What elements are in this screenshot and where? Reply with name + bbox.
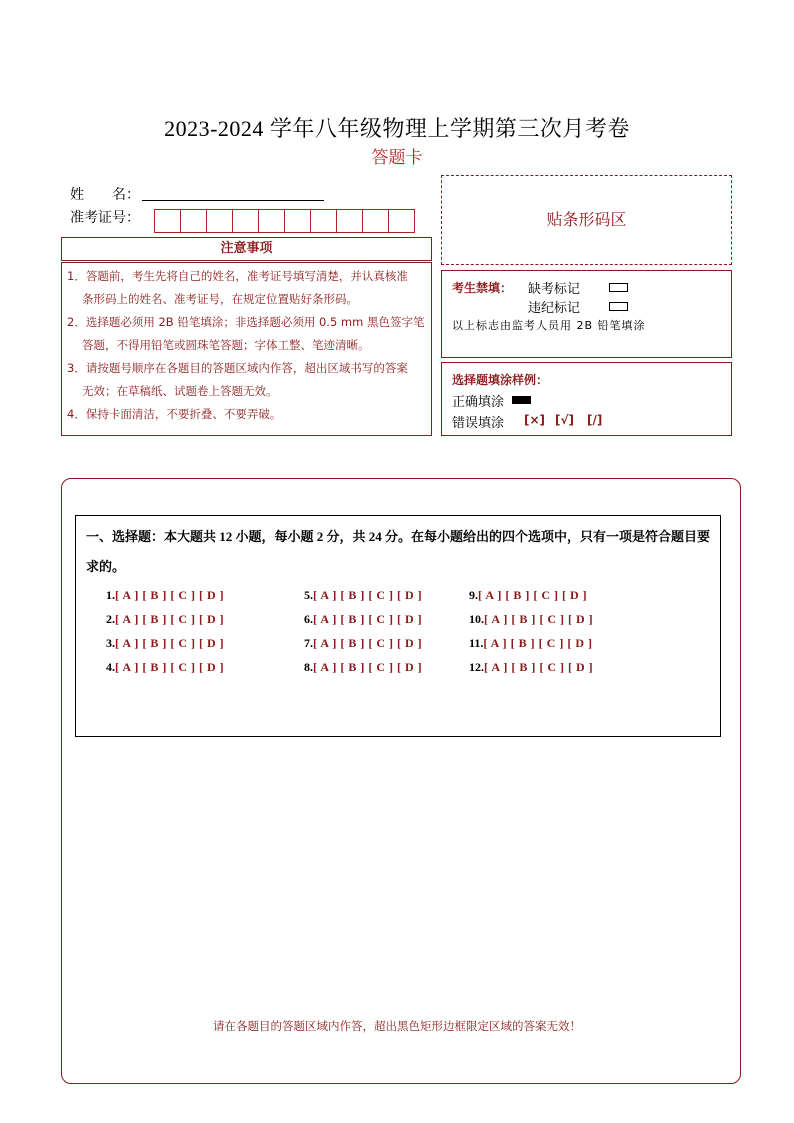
question-number: 6. xyxy=(304,612,313,626)
question-number: 9. xyxy=(469,588,478,602)
notice-item: 无效；在草稿纸、试题卷上答题无效。 xyxy=(82,384,278,398)
id-digit-box[interactable] xyxy=(388,209,415,233)
forbidden-label: 考生禁填： xyxy=(452,281,513,295)
wrong-mark-slash: [/] xyxy=(587,413,603,427)
id-digit-box[interactable] xyxy=(336,209,363,233)
wrong-mark-cross: [×] xyxy=(524,413,546,427)
multiple-choice-section xyxy=(75,515,721,737)
correct-fill-mark xyxy=(512,396,531,404)
id-digit-box[interactable] xyxy=(258,209,285,233)
question-3[interactable] xyxy=(106,636,224,651)
wrong-fill-label: 错误填涂 xyxy=(452,416,505,431)
fill-sample-label: 选择题填涂样例： xyxy=(452,373,549,387)
id-digit-box[interactable] xyxy=(154,209,181,233)
question-5[interactable] xyxy=(304,588,422,603)
question-number: 4. xyxy=(106,660,115,674)
question-1[interactable] xyxy=(106,588,224,603)
answer-options[interactable]: [ A ] [ B ] [ C ] [ D ] xyxy=(313,612,423,626)
notice-box xyxy=(61,262,432,436)
fill-sample-box xyxy=(441,362,732,436)
answer-options[interactable]: [ A ] [ B ] [ C ] [ D ] xyxy=(313,636,423,650)
question-4[interactable] xyxy=(106,660,224,675)
footer-note: 请在各题目的答题区域内作答，超出黑色矩形边框限定区域的答案无效！ xyxy=(213,1019,581,1033)
page-title: 2023-2024 学年八年级物理上学期第三次月考卷 xyxy=(164,116,630,141)
question-number: 1. xyxy=(106,588,115,602)
question-10[interactable] xyxy=(469,612,593,627)
answer-options[interactable]: [ A ] [ B ] [ C ] [ D ] xyxy=(313,588,423,602)
question-number: 10. xyxy=(469,612,484,626)
question-number: 2. xyxy=(106,612,115,626)
exam-id-boxes[interactable] xyxy=(155,209,415,233)
notice-heading: 注意事项 xyxy=(61,237,432,261)
answer-options[interactable]: [ A ] [ B ] [ C ] [ D ] xyxy=(483,636,593,650)
question-number: 3. xyxy=(106,636,115,650)
answer-options[interactable]: [ A ] [ B ] [ C ] [ D ] xyxy=(484,660,594,674)
question-2[interactable] xyxy=(106,612,224,627)
answer-options[interactable]: [ A ] [ B ] [ C ] [ D ] xyxy=(484,612,594,626)
violation-mark-box[interactable] xyxy=(609,302,628,311)
absent-mark-box[interactable] xyxy=(609,283,628,292)
question-number: 12. xyxy=(469,660,484,674)
id-digit-box[interactable] xyxy=(362,209,389,233)
question-number: 7. xyxy=(304,636,313,650)
name-field[interactable] xyxy=(142,200,324,201)
notice-item: 答题，不得用铅笔或圆珠笔答题；字体工整、笔迹清晰。 xyxy=(82,338,370,352)
question-11[interactable] xyxy=(469,636,593,651)
correct-fill-label: 正确填涂 xyxy=(452,395,505,410)
page-subtitle: 答题卡 xyxy=(371,148,423,168)
answer-options[interactable]: [ A ] [ B ] [ C ] [ D ] xyxy=(313,660,423,674)
absent-mark-label: 缺考标记 xyxy=(528,282,581,297)
forbidden-box xyxy=(441,270,732,358)
answer-options[interactable]: [ A ] [ B ] [ C ] [ D ] xyxy=(115,588,225,602)
notice-item: 条形码上的姓名、准考证号，在规定位置贴好条形码。 xyxy=(82,292,358,306)
forbidden-note: 以上标志由监考人员用 2B 铅笔填涂 xyxy=(452,319,646,332)
question-number: 11. xyxy=(469,636,484,650)
question-number: 8. xyxy=(304,660,313,674)
id-digit-box[interactable] xyxy=(206,209,233,233)
answer-options[interactable]: [ A ] [ B ] [ C ] [ D ] xyxy=(115,660,225,674)
answer-options[interactable]: [ A ] [ B ] [ C ] [ D ] xyxy=(478,588,588,602)
question-8[interactable] xyxy=(304,660,422,675)
notice-item: 3．请按题号顺序在各题目的答题区域内作答，超出区域书写的答案 xyxy=(67,361,408,375)
notice-item: 2．选择题必须用 2B 铅笔填涂；非选择题必须用 0.5 mm 黑色签字笔 xyxy=(67,315,425,329)
question-12[interactable] xyxy=(469,660,593,675)
barcode-area: 贴条形码区 xyxy=(441,175,732,265)
answer-options[interactable]: [ A ] [ B ] [ C ] [ D ] xyxy=(115,636,225,650)
violation-mark-label: 违纪标记 xyxy=(528,301,581,316)
question-number: 5. xyxy=(304,588,313,602)
notice-item: 4．保持卡面清洁，不要折叠、不要弄破。 xyxy=(67,407,282,421)
question-7[interactable] xyxy=(304,636,422,651)
id-digit-box[interactable] xyxy=(232,209,259,233)
notice-item: 1．答题前，考生先将自己的姓名，准考证号填写清楚，并认真核准 xyxy=(67,269,408,283)
name-label: 姓 名： xyxy=(70,187,140,203)
exam-id-label: 准考证号： xyxy=(70,210,140,226)
wrong-mark-check: [√] xyxy=(555,413,574,427)
id-digit-box[interactable] xyxy=(284,209,311,233)
id-digit-box[interactable] xyxy=(180,209,207,233)
id-digit-box[interactable] xyxy=(310,209,337,233)
multiple-choice-title: 一、选择题：本大题共 12 小题，每小题 2 分，共 24 分。在每小题给出的四个选项中，只有一项是符合题目要求的。 xyxy=(86,529,711,574)
question-9[interactable] xyxy=(469,588,587,603)
answer-options[interactable]: [ A ] [ B ] [ C ] [ D ] xyxy=(115,612,225,626)
question-6[interactable] xyxy=(304,612,422,627)
